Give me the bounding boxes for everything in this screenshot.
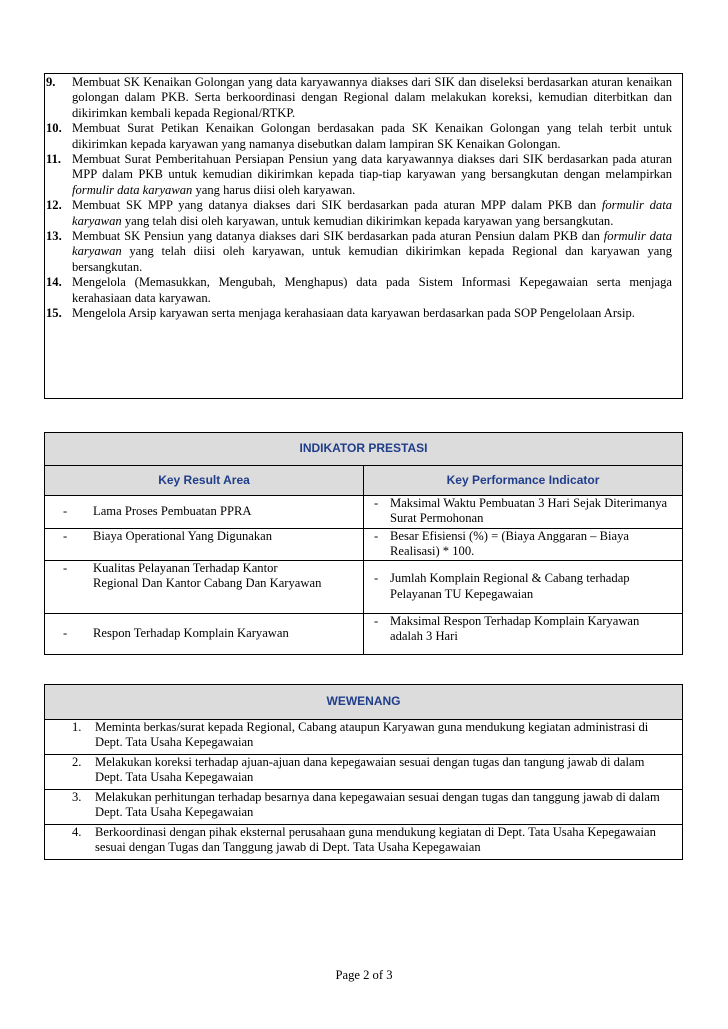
list-item — [45, 720, 683, 755]
task-item — [46, 198, 672, 229]
dash-marker: - — [374, 529, 379, 543]
table-row — [45, 613, 683, 654]
task-item — [46, 75, 672, 121]
task-number: 14. — [46, 275, 62, 290]
task-number: 15. — [46, 306, 62, 321]
task-number: 10. — [46, 121, 62, 136]
task-number: 12. — [46, 198, 62, 213]
task-text: yang harus diisi oleh karyawan. — [192, 182, 356, 197]
task-italic-text: formulir data karyawan — [72, 182, 193, 197]
kra-cell: - Biaya Operational Yang Digunakan — [63, 529, 273, 543]
indikator-prestasi-table — [44, 432, 683, 655]
list-item — [45, 790, 683, 825]
kpi-column-header: Key Performance Indicator — [364, 466, 683, 496]
dash-marker: - — [374, 613, 379, 628]
kra-cell: - Lama Proses Pembuatan PPRA — [63, 504, 252, 519]
table-row — [45, 560, 683, 613]
wewenang-table — [44, 684, 683, 856]
task-text: Mengelola Arsip karyawan serta menjaga kerahasiaan data karyawan berdasarkan pada SOP Pengelolaan Arsip. — [72, 306, 635, 321]
task-text: Membuat SK MPP yang datanya diakses dari SIK berdasarkan pada aturan MPP dalam PKB dan — [72, 198, 602, 213]
item-number: 3. — [72, 790, 82, 804]
task-italic-text: formulir data karyawan — [72, 229, 672, 259]
task-text: Membuat Surat Petikan Kenaikan Golongan berdasakan pada SK Kenaikan Golongan yang telah terbit untuk dikirimkan kepada karyawan yang namanya disebutkan dalam lampiran SK Kenaikan Golongan. — [72, 121, 672, 151]
task-text: yang telah disi oleh karyawan, untuk kemudian dikirimkan kepada karyawan yang bersangkutan. — [121, 213, 614, 228]
item-text: Berkoordinasi dengan pihak eksternal perusahaan guna mendukung kegiatan di Dept. Tata Usaha Kepegawaian sesuai dengan Tugas dan Tanggung jawab di Dept. Tata Usaha Kepegawaian — [95, 825, 656, 855]
kra-cell: - Kualitas Pelayanan Terhadap Kantor Regional Dan Kantor Cabang Dan Karyawan — [63, 560, 322, 591]
task-number: 11. — [46, 152, 62, 167]
item-number: 4. — [72, 825, 82, 839]
page-number: Page 2 of 3 — [335, 968, 393, 982]
task-text: Membuat Surat Pemberitahuan Persiapan Pensiun yang data karyawannya diakses dari SIK berdasarkan pada aturan MPP dalam PKB untuk kemudian dikirimkan kepada tiap-tiap karyawan yang bersangkutan dengan melampirkan — [72, 152, 672, 182]
list-item — [45, 755, 683, 790]
task-list — [44, 73, 683, 399]
kra-cell: - Respon Terhadap Komplain Karyawan — [63, 626, 289, 641]
item-number: 2. — [72, 755, 82, 769]
kpi-cell: - Besar Efisiensi (%) = (Biaya Anggaran – Biaya Realisasi) * 100. — [374, 529, 629, 559]
kpi-cell: - Maksimal Respon Terhadap Komplain Karyawan adalah 3 Hari — [374, 613, 640, 644]
item-text: Meminta berkas/surat kepada Regional, Cabang ataupun Karyawan guna mendukung kegiatan administrasi di Dept. Tata Usaha Kepegawaian — [95, 720, 649, 750]
list-item — [45, 825, 683, 860]
dash-marker: - — [374, 496, 379, 510]
task-italic-text: formulir data karyawan — [72, 198, 672, 228]
item-number: 1. — [72, 720, 82, 734]
table-row — [45, 496, 683, 529]
item-text: Melakukan perhitungan terhadap besarnya dana kepegawaian sesuai dengan tugas dan tanggung jawab di dalam Dept. Tata Usaha Kepegawaian — [95, 790, 660, 820]
task-number: 9. — [46, 75, 56, 89]
task-item — [46, 229, 672, 275]
kra-column-header: Key Result Area — [45, 466, 364, 496]
task-text: Mengelola (Memasukkan, Mengubah, Menghapus) data pada Sistem Informasi Kepegawaian serta menjaga kerahasiaan data karyawan. — [72, 275, 672, 305]
wewenang-title: WEWENANG — [45, 685, 683, 720]
dash-marker: - — [63, 504, 68, 519]
task-text: Membuat SK Kenaikan Golongan yang data karyawannya diakses dari SIK dan diseleksi berdasarkan aturan kenaikan golongan dalam PKB. Serta berkoordinasi dengan Regional dalam melakukan koreksi, kemudian diterbitkan dan dikirimkan kembali kepada Regional/RTKP. — [72, 75, 672, 120]
task-text: yang telah diisi oleh karyawan, untuk kemudian dikirimkan kepada Regional dan karyawan yang bersangkutan. — [72, 244, 672, 274]
dash-marker: - — [63, 529, 68, 543]
kpi-cell: - Jumlah Komplain Regional & Cabang terhadap Pelayanan TU Kepegawaian — [374, 571, 630, 601]
dash-marker: - — [63, 560, 68, 575]
indikator-title: INDIKATOR PRESTASI — [45, 433, 683, 466]
task-item — [46, 275, 672, 306]
dash-marker: - — [374, 571, 379, 586]
task-item — [46, 121, 672, 152]
task-text: Membuat SK Pensiun yang datanya diakses dari SIK berdasarkan pada aturan Pensiun dalam PKB dan — [72, 229, 604, 244]
table-row — [45, 529, 683, 561]
dash-marker: - — [63, 626, 68, 641]
task-item — [46, 306, 672, 321]
task-item — [46, 152, 672, 198]
task-number: 13. — [46, 229, 62, 244]
item-text: Melakukan koreksi terhadap ajuan-ajuan dana kepegawaian sesuai dengan tugas dan tangung jawab di dalam Dept. Tata Usaha Kepegawaian — [95, 755, 645, 785]
kpi-cell: - Maksimal Waktu Pembuatan 3 Hari Sejak Diterimanya Surat Permohonan — [374, 496, 668, 526]
